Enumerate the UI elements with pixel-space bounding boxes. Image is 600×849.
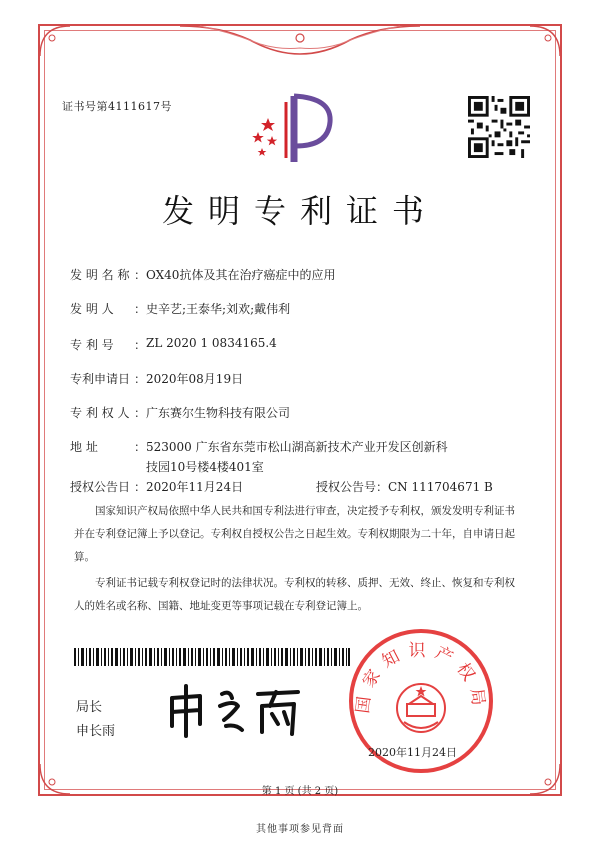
corner-ornament-tr [528, 24, 562, 58]
field-value: 2020年08月19日 [146, 372, 244, 386]
field-value: 史辛艺;王泰华;刘欢;戴伟利 [146, 302, 291, 316]
qr-code-icon [468, 96, 530, 158]
field-value: ZL 2020 1 0834165.4 [146, 336, 277, 350]
field-label: 专利申请日 [70, 372, 131, 386]
certificate-number: 证书号第4111617号 [62, 100, 172, 113]
field-label: 地 址 [70, 440, 98, 454]
top-ornament [180, 24, 420, 58]
certificate-page: 证书号第4111617号 发明专利证书 发 明 名 称 ： OX40抗体及其在治疗癌症中的应用 发 明 人 ： 史辛艺;王泰华;刘欢;戴伟利 专 利 号 ： ZL 2020 1 0834165.4 专利申请日 ： 2020年08月19日 专 利 权 人 ： 广东赛尔生物科技有限公司 地 址 ： 523000 广东省东莞市松山湖高新技术产业开发区创新科 技园10号楼4楼401室 授权公告日 ： 2020年11月24日 授权公告号：CN 111704671 B 国家知识产权局依照中华人民共和国专利法进行审查，决定授予专利权，颁发发明专利证书并在专利登记簿上予以登记。专利权自授权公告之日起生效。专利权期限为二十年，自申请日起算。 专利证书记载专利权登记时的法律状况。专利权的转移、质押、无效、终止、恢复和专利权人的姓名或名称、国籍、地址变更等事项记载在专利登记簿上。 局长 申长雨 国家知识产权局 2020年11月24日 第 1 页 (共 2 页) 其他事项参见背面 [0, 0, 600, 849]
field-value-line2: 技园10号楼4楼401室 [146, 460, 264, 474]
page-number: 第 1 页 (共 2 页) [261, 786, 339, 797]
field-value: OX40抗体及其在治疗癌症中的应用 [146, 268, 336, 282]
director-name: 申长雨 [76, 724, 116, 739]
certificate-paragraph-2: 专利证书记载专利权登记时的法律状况。专利权的转移、质押、无效、终止、恢复和专利权人的姓名或名称、国籍、地址变更等事项记载在专利登记簿上。 [74, 577, 515, 612]
field-grant-number: 授权公告号：CN 111704671 B [316, 480, 493, 494]
certificate-paragraph-1: 国家知识产权局依照中华人民共和国专利法进行审查，决定授予专利权，颁发发明专利证书并在专利登记簿上予以登记。专利权自授权公告之日起生效。专利权期限为二十年，自申请日起算。 [74, 505, 515, 563]
director-title: 局长 [76, 700, 103, 715]
field-label: 授权公告日 [70, 480, 131, 494]
field-label: 专 利 权 人 [70, 406, 130, 420]
barcode-icon [74, 648, 350, 666]
certificate-title: 发明专利证书 [161, 192, 438, 230]
seal-date: 2020年11月24日 [368, 746, 457, 759]
field-value: 523000 广东省东莞市松山湖高新技术产业开发区创新科 [146, 440, 448, 454]
field-value: 广东赛尔生物科技有限公司 [146, 406, 291, 420]
corner-ornament-tl [38, 24, 72, 58]
field-value: 2020年11月24日 [146, 480, 244, 494]
handwritten-signature-icon [166, 680, 306, 740]
field-label: 发 明 人 [70, 302, 114, 316]
footer-note: 其他事项参见背面 [256, 824, 344, 835]
cnipa-logo-icon [246, 88, 336, 168]
field-label: 发 明 名 称 [70, 268, 130, 282]
svg-text:国家知识产权局: 国家知识产权局 [352, 641, 490, 715]
field-label: 专 利 号 [70, 338, 114, 352]
